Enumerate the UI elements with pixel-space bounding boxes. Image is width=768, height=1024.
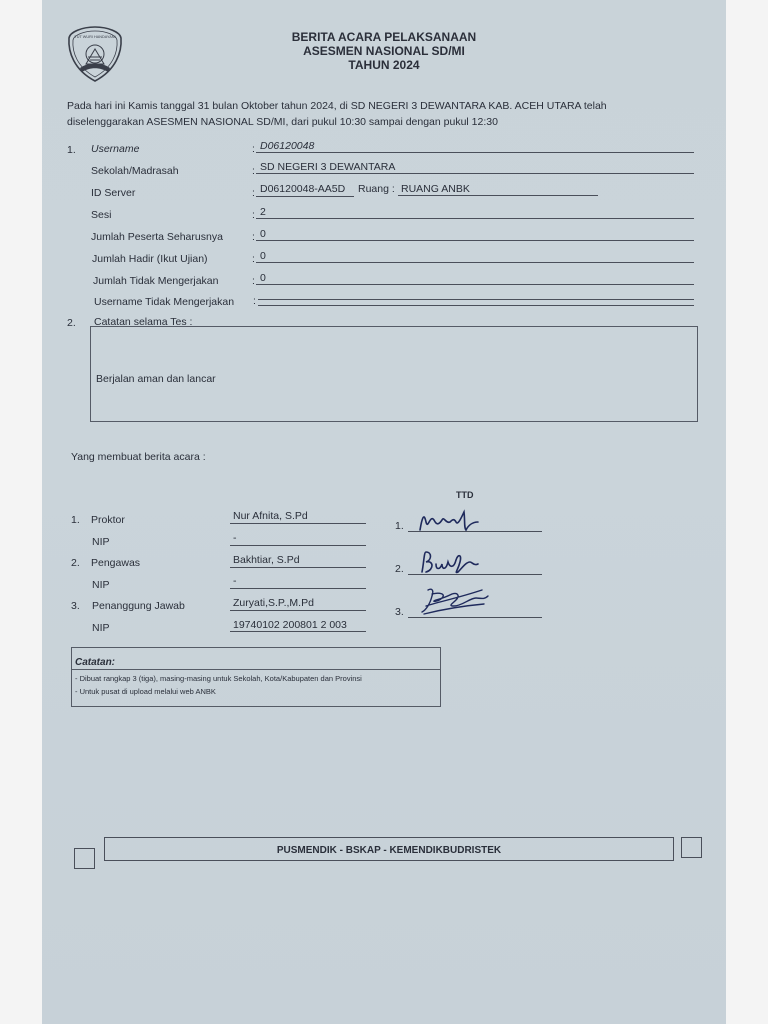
ruang-value: RUANG ANBK	[401, 183, 470, 195]
nip-line	[230, 631, 366, 632]
name-line	[230, 567, 366, 568]
field-label-username: Username	[91, 143, 140, 155]
sig-number: 1.	[395, 520, 404, 532]
footer-square-right	[681, 837, 702, 858]
signer-role-penanggung-jawab: Penanggung Jawab	[92, 600, 185, 612]
signer-nip-pengawas: -	[233, 575, 237, 587]
signer-number: 2.	[71, 557, 80, 569]
field-colon: :	[252, 165, 255, 177]
field-colon: :	[252, 275, 255, 287]
sig-number: 2.	[395, 563, 404, 575]
footer-square-left	[74, 848, 95, 869]
signer-number: 1.	[71, 514, 80, 526]
nip-label: NIP	[92, 536, 110, 548]
signer-role-proktor: Proktor	[91, 514, 125, 526]
section1-number: 1.	[67, 144, 76, 156]
field-value-tidak-mengerjakan: 0	[260, 272, 266, 284]
page-margin-right	[726, 0, 768, 1024]
nip-label: NIP	[92, 579, 110, 591]
field-value-sekolah: SD NEGERI 3 DEWANTARA	[260, 161, 396, 173]
nip-label: NIP	[92, 622, 110, 634]
test-notes-text: Berjalan aman dan lancar	[96, 373, 216, 385]
signature-pengawas-icon	[418, 548, 484, 578]
nip-line	[230, 588, 366, 589]
catatan-item: - Untuk pusat di upload melalui web ANBK	[75, 687, 216, 696]
field-line	[258, 305, 694, 306]
signer-nip-penanggung-jawab: 19740102 200801 2 003	[233, 619, 347, 631]
catatan-divider	[72, 669, 440, 670]
field-value-username: D06120048	[260, 140, 315, 152]
doc-title-line3: TAHUN 2024	[348, 58, 420, 72]
signer-role-pengawas: Pengawas	[91, 557, 141, 569]
catatan-box	[71, 647, 441, 707]
footer-bar	[104, 837, 674, 861]
intro-line1: Pada hari ini Kamis tanggal 31 bulan Oktober tahun 2024, di SD NEGERI 3 DEWANTARA KAB. ACEH UTARA telah	[67, 100, 607, 112]
ruang-label: Ruang :	[358, 183, 395, 195]
signature-proktor-icon	[418, 508, 482, 534]
section2-label: Catatan selama Tes :	[94, 316, 193, 328]
field-value-hadir: 0	[260, 250, 266, 262]
field-line	[258, 299, 694, 300]
field-colon: :	[252, 253, 255, 265]
field-label-id-server: ID Server	[91, 187, 136, 199]
name-line	[230, 610, 366, 611]
field-line	[398, 195, 598, 196]
field-label-tidak-mengerjakan: Jumlah Tidak Mengerjakan	[93, 275, 219, 287]
nip-line	[230, 545, 366, 546]
field-label-sekolah: Sekolah/Madrasah	[91, 165, 179, 177]
field-colon: :	[253, 295, 256, 307]
signer-number: 3.	[71, 600, 80, 612]
signer-name-proktor: Nur Afnita, S.Pd	[233, 510, 308, 522]
intro-line2: diselenggarakan ASESMEN NASIONAL SD/MI, dari pukul 10:30 sampai dengan pukul 12:30	[67, 116, 498, 128]
field-colon: :	[252, 187, 255, 199]
field-colon: :	[252, 209, 255, 221]
test-notes-box	[90, 326, 698, 422]
field-colon: :	[252, 231, 255, 243]
field-line	[256, 262, 694, 263]
field-line	[256, 284, 694, 285]
field-label-username-tidak: Username Tidak Mengerjakan	[94, 296, 235, 308]
page-margin-left	[0, 0, 42, 1024]
section2-number: 2.	[67, 317, 76, 329]
field-label-hadir: Jumlah Hadir (Ikut Ujian)	[92, 253, 208, 265]
signature-penanggung-jawab-icon	[418, 584, 490, 618]
signer-nip-proktor: -	[233, 532, 237, 544]
field-value-sesi: 2	[260, 206, 266, 218]
footer-text: PUSMENDIK - BSKAP - KEMENDIKBUDRISTEK	[276, 845, 502, 856]
field-line	[256, 218, 694, 219]
field-label-sesi: Sesi	[91, 209, 112, 221]
field-line	[256, 173, 694, 174]
signers-heading: Yang membuat berita acara :	[71, 451, 206, 463]
field-line	[256, 240, 694, 241]
doc-title-line2: ASESMEN NASIONAL SD/MI	[303, 44, 465, 58]
field-colon: :	[252, 143, 255, 155]
catatan-heading: Catatan:	[75, 657, 116, 668]
field-value-id-server: D06120048-AA5D	[260, 183, 346, 195]
field-line	[256, 196, 354, 197]
signer-name-penanggung-jawab: Zuryati,S.P.,M.Pd	[233, 597, 314, 609]
document-page	[42, 0, 726, 1024]
name-line	[230, 523, 366, 524]
sig-number: 3.	[395, 606, 404, 618]
logo-text: TUT WURI HANDAYANI	[74, 35, 116, 39]
field-label-peserta: Jumlah Peserta Seharusnya	[91, 231, 223, 243]
doc-title-line1: BERITA ACARA PELAKSANAAN	[291, 30, 477, 44]
catatan-item: - Dibuat rangkap 3 (tiga), masing-masing untuk Sekolah, Kota/Kabupaten dan Provinsi	[75, 674, 362, 683]
signer-name-pengawas: Bakhtiar, S.Pd	[233, 554, 300, 566]
field-value-peserta: 0	[260, 228, 266, 240]
ttd-label: TTD	[456, 490, 474, 500]
field-line	[256, 152, 694, 153]
